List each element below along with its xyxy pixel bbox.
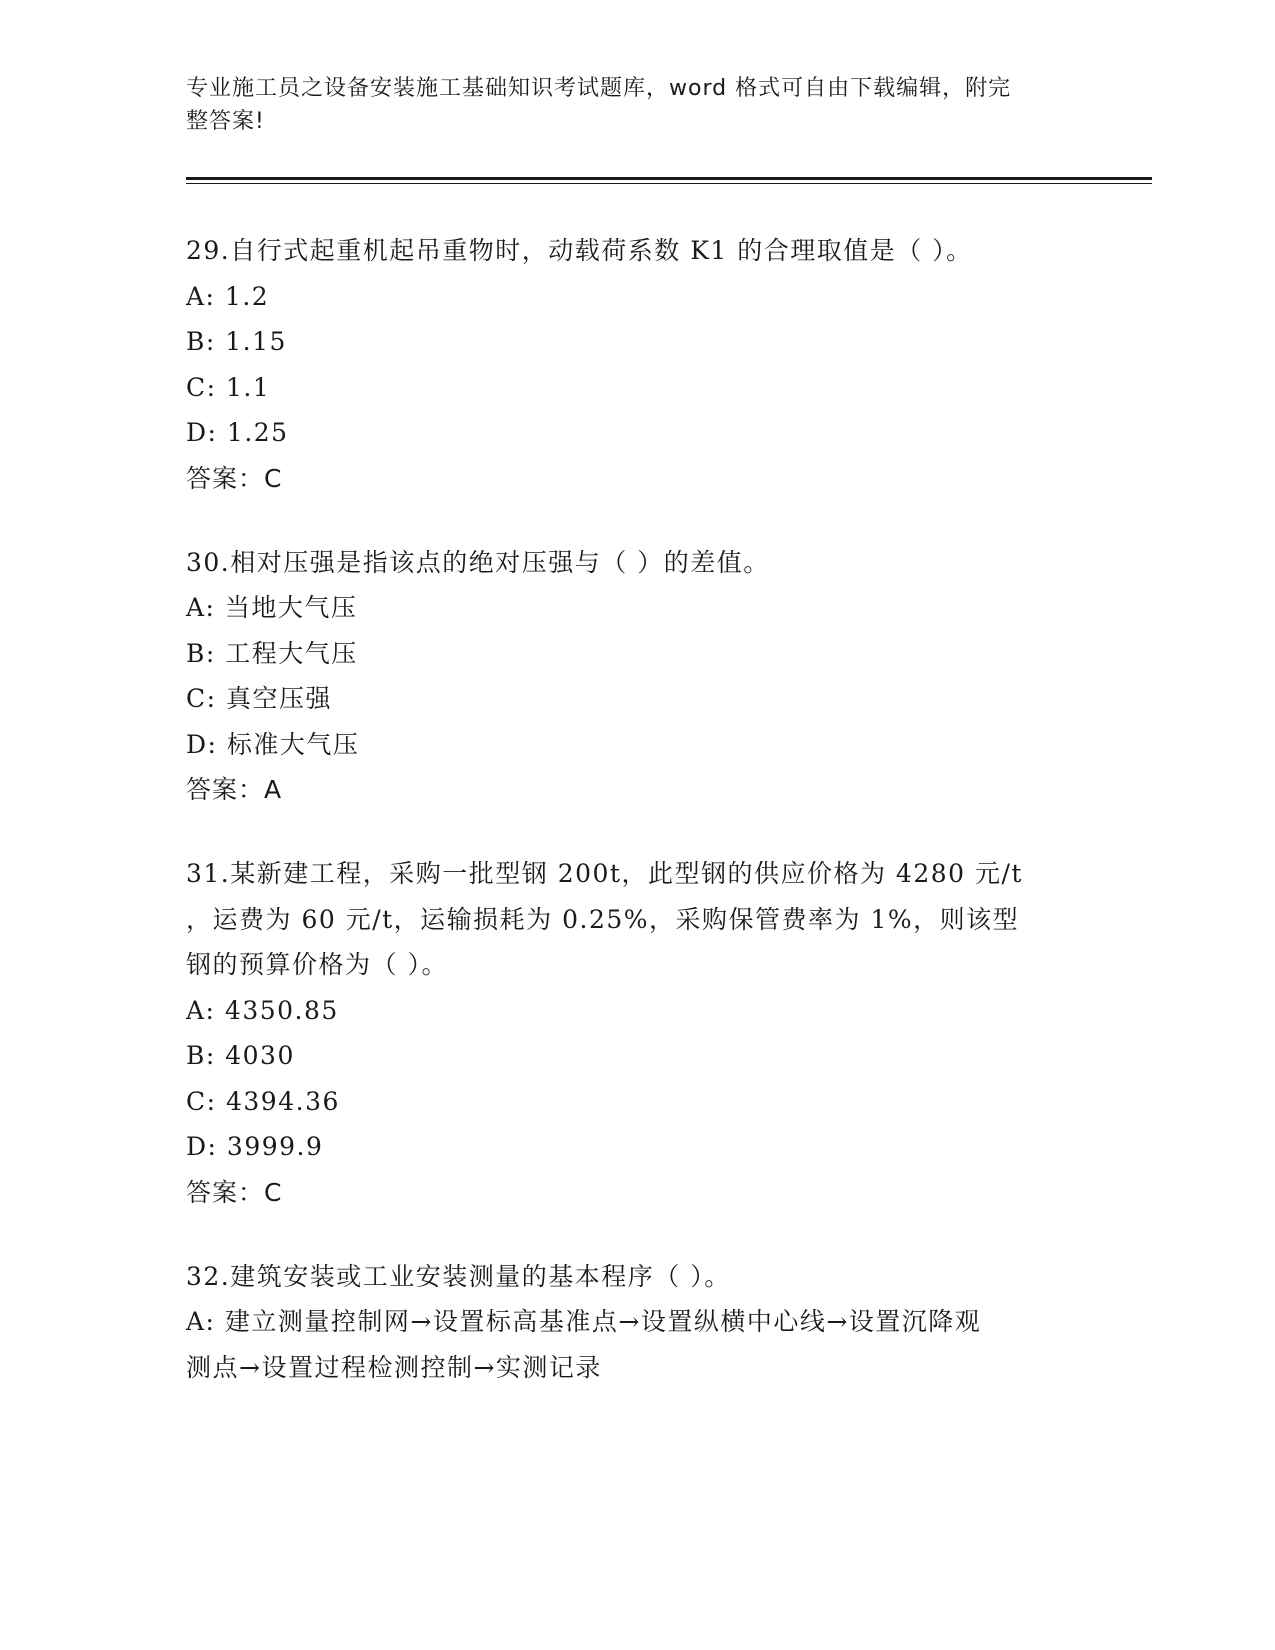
- option-b: B: 工程大气压: [186, 638, 358, 668]
- option-a: A: 建立测量控制网→设置标高基准点→设置纵横中心线→设置沉降观: [186, 1307, 982, 1336]
- answer: 答案：C: [186, 463, 283, 493]
- question-list: [186, 228, 1086, 1429]
- option-c: C: 4394.36: [186, 1086, 340, 1116]
- option-b: B: 1.15: [186, 327, 287, 356]
- question-32: [186, 1254, 1086, 1391]
- option-d: D: 1.25: [186, 418, 289, 447]
- question-30: [186, 540, 1086, 813]
- option-d: D: 3999.9: [186, 1132, 324, 1161]
- question-stem: 31.某新建工程，采购一批型钢 200t，此型钢的供应价格为 4280 元/t: [186, 859, 1023, 888]
- header-divider: [186, 177, 1152, 180]
- question-stem: 30.相对压强是指该点的绝对压强与（ ）的差值。: [186, 547, 770, 577]
- question-stem: 29.自行式起重机起吊重物时，动载荷系数 K1 的合理取值是（ ）。: [186, 236, 973, 265]
- header-line: 整答案!: [186, 109, 265, 134]
- header-divider: [186, 183, 1152, 184]
- question-stem: 32.建筑安装或工业安装测量的基本程序（ ）。: [186, 1261, 731, 1291]
- option-a: A: 1.2: [186, 281, 270, 311]
- option-a: A: 4350.85: [186, 995, 339, 1025]
- answer: 答案：C: [186, 1177, 283, 1207]
- option-a-continued: 测点→设置过程检测控制→实测记录: [186, 1352, 602, 1382]
- question-stem: ，运费为 60 元/t，运输损耗为 0.25%，采购保管费率为 1%，则该型: [186, 904, 1020, 934]
- option-c: C: 1.1: [186, 372, 271, 402]
- document-header: [186, 72, 1066, 138]
- answer: 答案：A: [186, 775, 283, 804]
- option-a: A: 当地大气压: [186, 593, 358, 622]
- option-d: D: 标准大气压: [186, 729, 360, 759]
- header-line: 专业施工员之设备安装施工基础知识考试题库，word 格式可自由下载编辑，附完: [186, 76, 1012, 101]
- option-b: B: 4030: [186, 1041, 295, 1070]
- option-c: C: 真空压强: [186, 684, 332, 713]
- question-stem: 钢的预算价格为（ ）。: [186, 950, 448, 979]
- question-31: [186, 851, 1086, 1215]
- question-29: [186, 228, 1086, 501]
